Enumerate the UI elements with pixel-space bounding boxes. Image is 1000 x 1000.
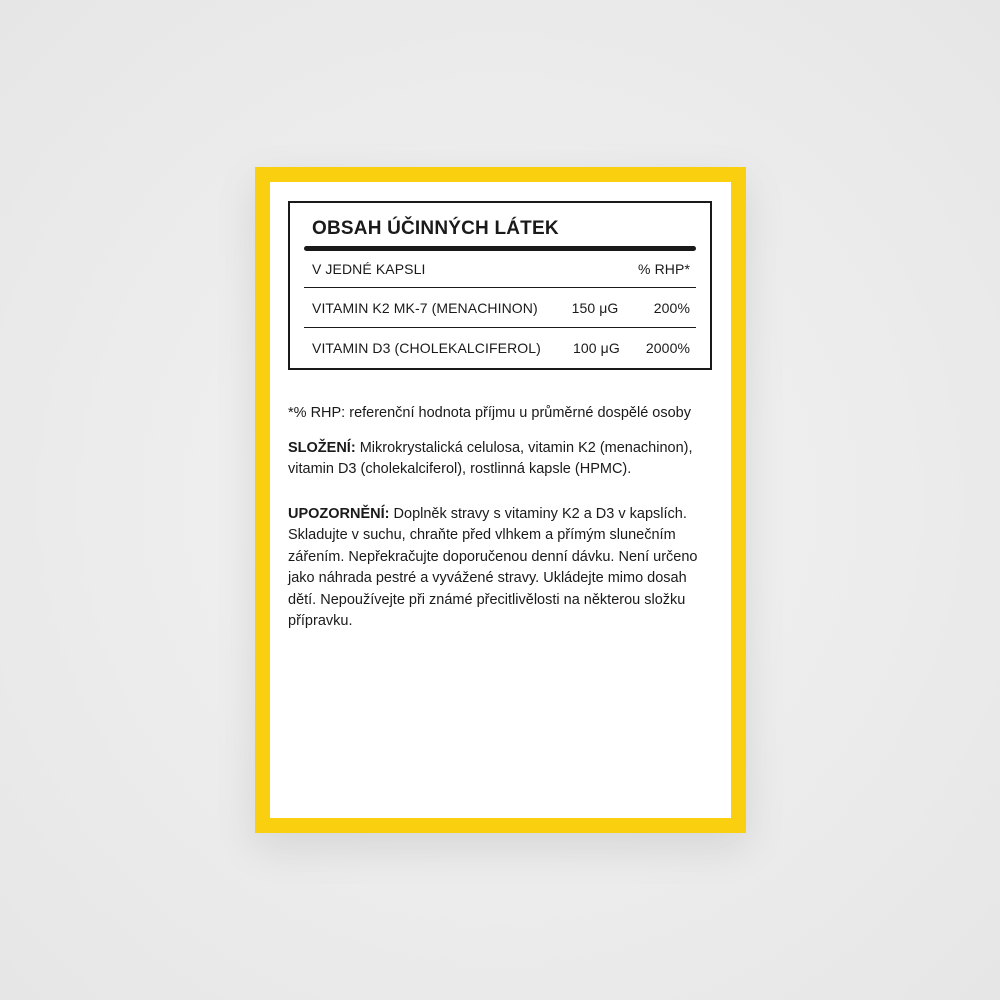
- ingredient-rhp: 200%: [653, 299, 690, 316]
- ingredient-amount: 150 μG: [571, 299, 619, 316]
- table-row: [304, 327, 696, 367]
- composition-text: Mikrokrystalická celulosa, vitamin K2 (menachinon), vitamin D3 (cholekalciferol), rostlinná kapsle (HPMC).: [288, 439, 693, 477]
- warning-text: Doplněk stravy s vitaminy K2 a D3 v kapslích. Skladujte v suchu, chraňte před vlhkem a přímým slunečním zářením. Nepřekračujte doporučenou denní dávku. Není určeno jako náhrada pestré a vyvážené stravy. Ukládejte mimo dosah dětí. Nepoužívejte při známé přecitlivělosti na některou složku přípravku.: [288, 505, 698, 629]
- product-label: [255, 167, 746, 833]
- ingredient-rhp: 2000%: [645, 339, 690, 356]
- header-name: V JEDNÉ KAPSLI: [312, 261, 426, 277]
- ingredient-amount: 100 μG: [573, 339, 620, 356]
- ingredient-name: VITAMIN K2 MK-7 (MENACHINON): [312, 299, 538, 316]
- active-ingredients-table: [288, 201, 712, 370]
- composition-label: SLOŽENÍ:: [288, 439, 356, 456]
- rhp-footnote: *% RHP: referenční hodnota příjmu u průměrné dospělé osoby: [288, 405, 691, 421]
- label-content: [270, 182, 731, 818]
- table-header-row: [304, 251, 696, 287]
- composition-paragraph: [288, 438, 718, 481]
- header-rhp: % RHP*: [638, 261, 690, 277]
- warning-label: UPOZORNĚNÍ:: [288, 505, 390, 522]
- table-title: OBSAH ÚČINNÝCH LÁTEK: [312, 218, 559, 239]
- table-row: [304, 287, 696, 327]
- ingredient-name: VITAMIN D3 (CHOLEKALCIFEROL): [312, 339, 541, 356]
- label-text: [288, 403, 718, 633]
- warning-paragraph: [288, 504, 718, 633]
